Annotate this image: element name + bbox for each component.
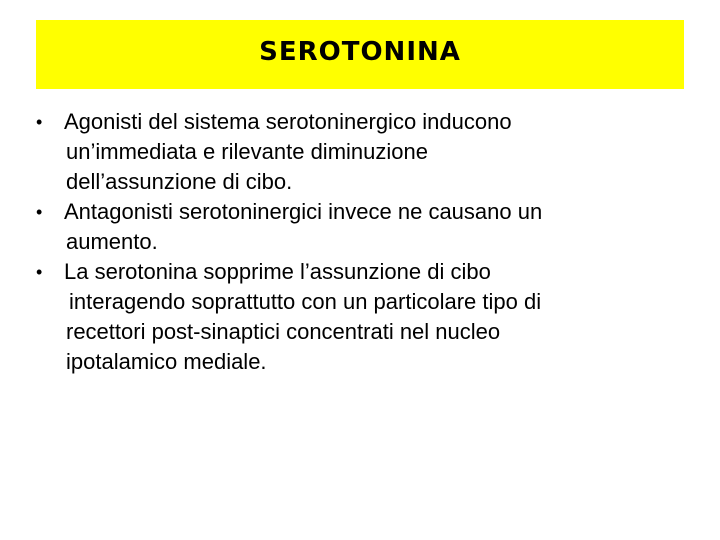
bullet-icon: • (36, 202, 43, 222)
bullet-line: un’immediata e rilevante diminuzione (66, 139, 428, 164)
bullet-line: Antagonisti serotoninergici invece ne causano un (64, 199, 543, 224)
bullet-line: La serotonina sopprime l’assunzione di cibo (64, 259, 491, 284)
slide-title: SEROTONINA (259, 36, 461, 67)
bullet-icon: • (36, 112, 43, 132)
bullet-icon: • (36, 262, 43, 282)
bullet-item (36, 197, 696, 257)
bullet-line: interagendo soprattutto con un particolare tipo di (69, 289, 542, 314)
bullet-line: dell’assunzione di cibo. (66, 169, 293, 194)
bullet-line: ipotalamico mediale. (66, 349, 267, 374)
bullet-item (36, 257, 696, 377)
title-banner (36, 20, 684, 89)
bullet-line: aumento. (66, 229, 158, 254)
bullet-line: Agonisti del sistema serotoninergico inducono (64, 109, 512, 134)
bullet-item (36, 107, 696, 197)
bullet-list (36, 107, 696, 377)
bullet-line: recettori post-sinaptici concentrati nel nucleo (66, 319, 501, 344)
